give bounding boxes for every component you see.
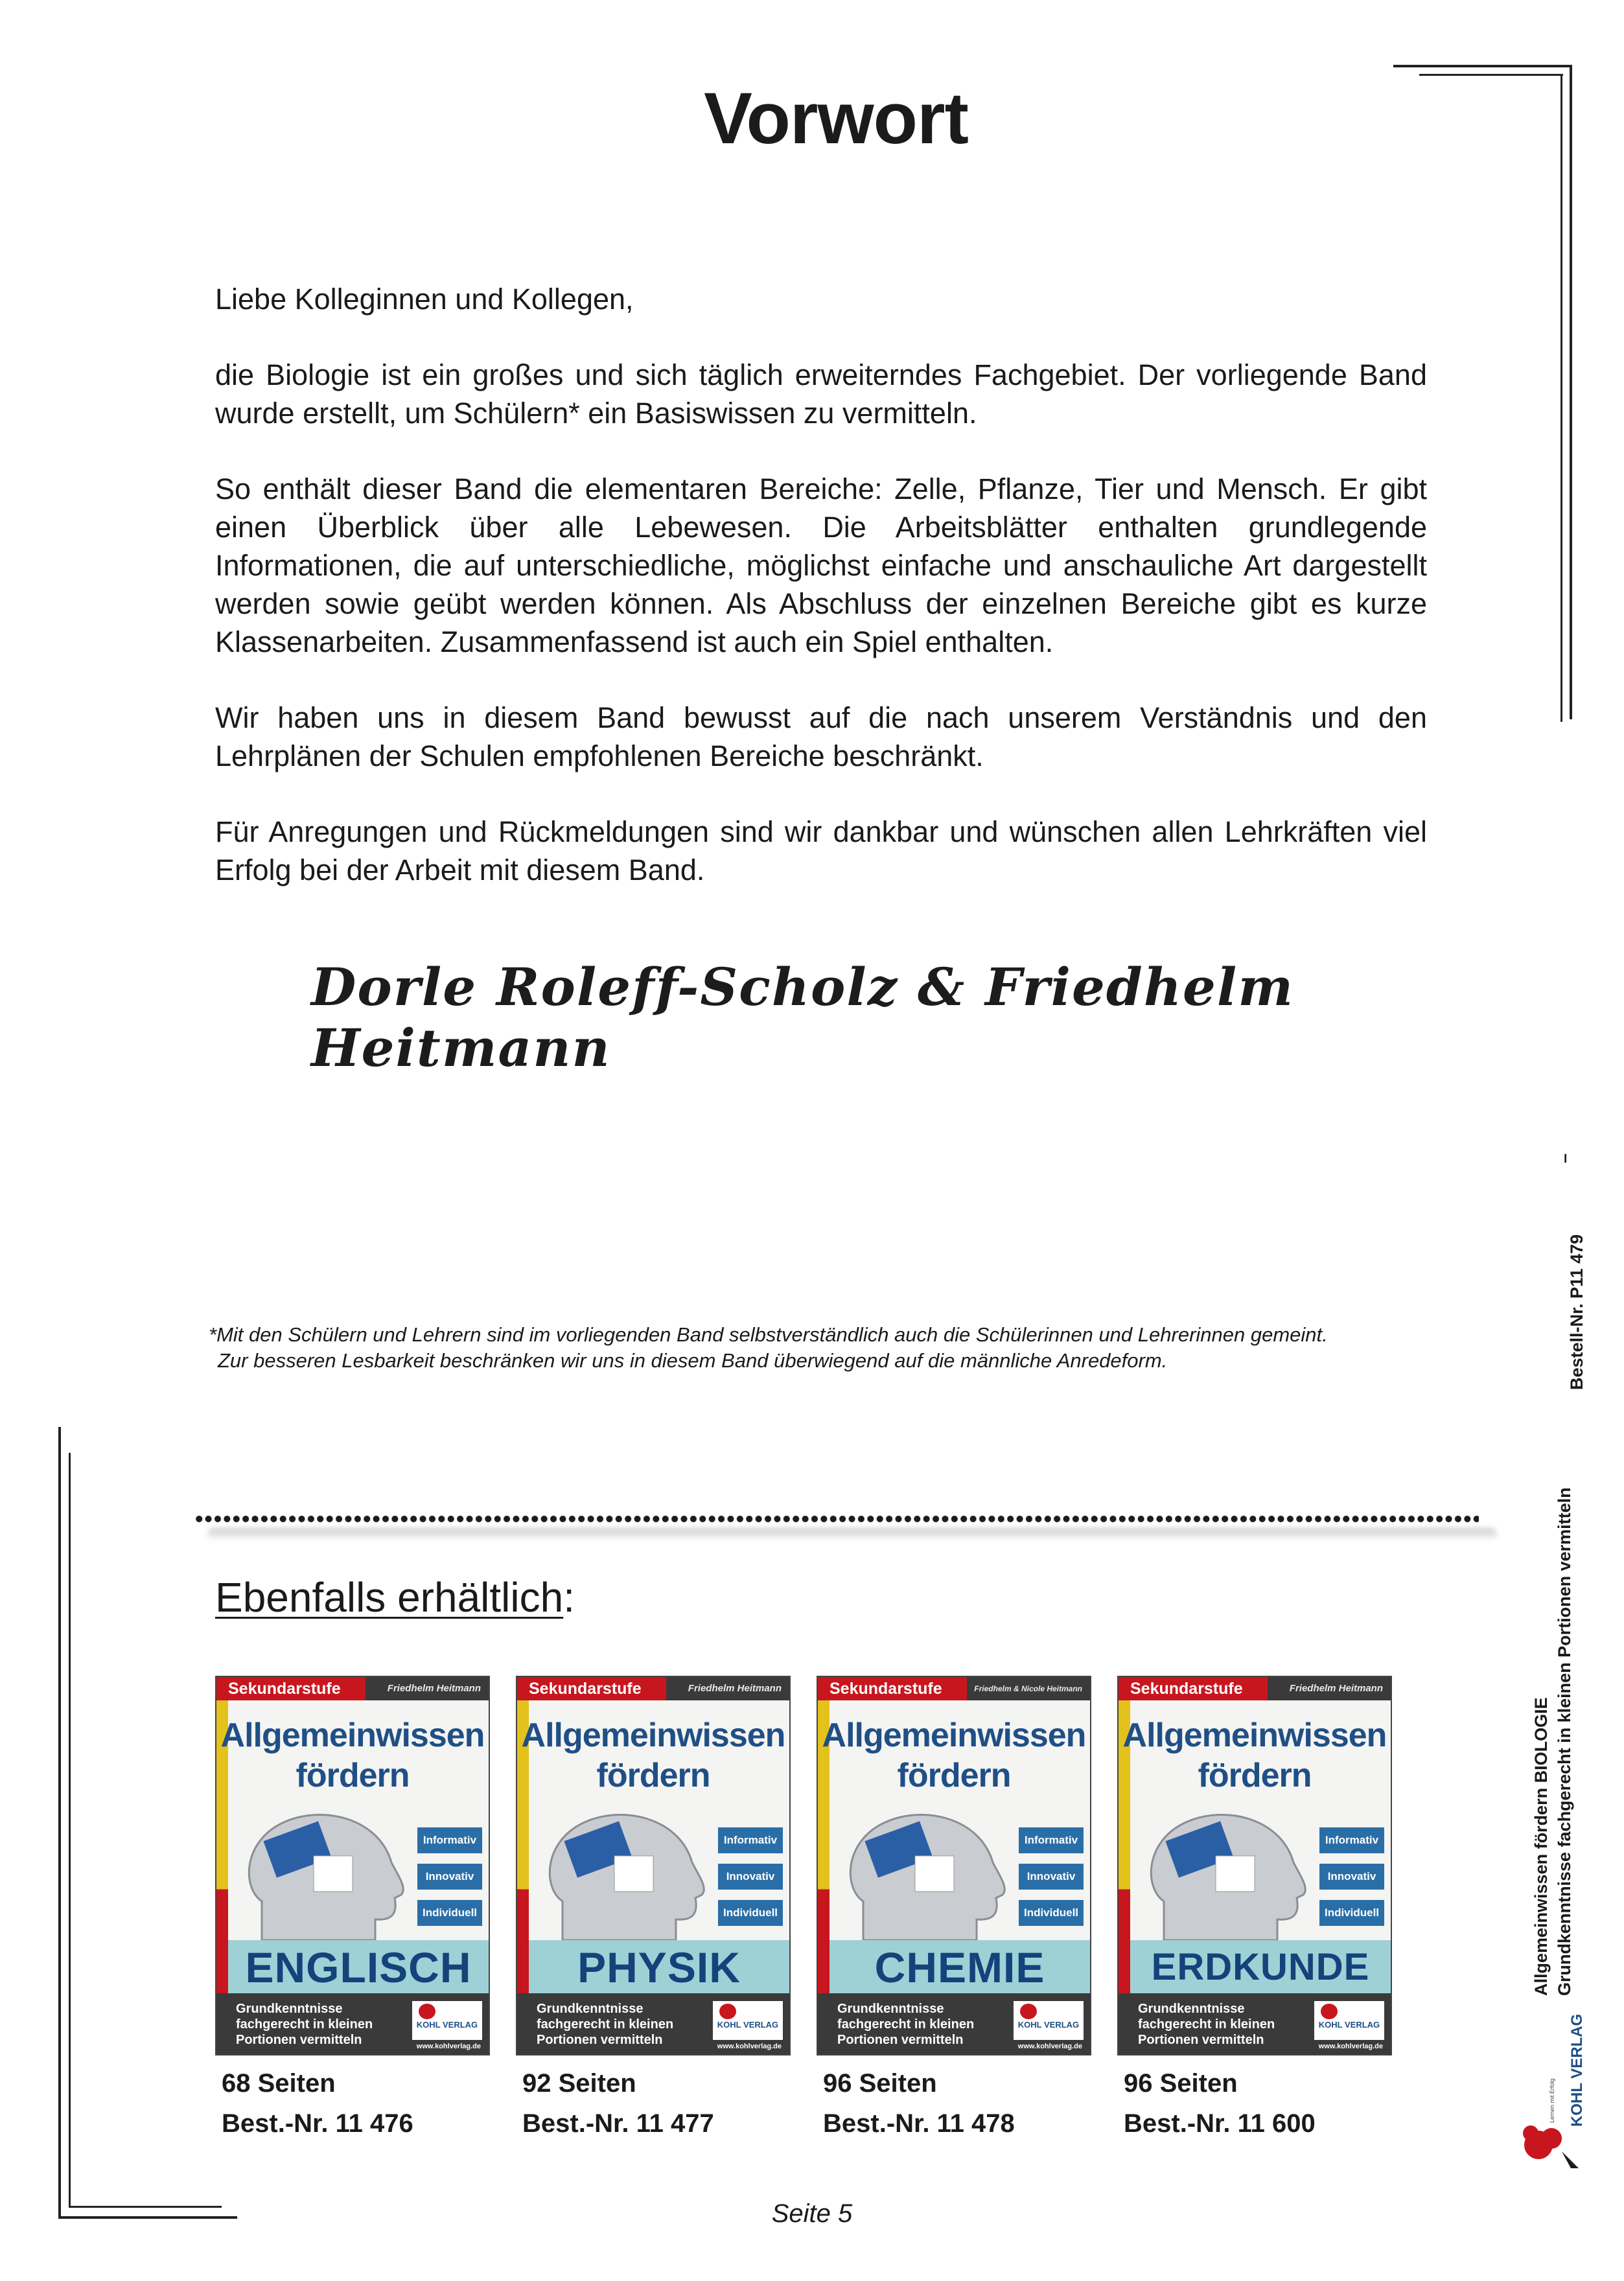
tag-innovativ: Innovativ: [417, 1864, 482, 1890]
paragraph: So enthält dieser Band die elementaren Bereiche: Zelle, Pflanze, Tier und Mensch. Er gibt einen Überblick über alle Lebewesen. Die Arbeitsblätter enthalten grundlegende Informationen, die auf unterschiedliche, möglichst einfache und anschauliche Art dargestellt werden sowie geübt werden können. Als Abschluss der einzelnen Bereiche gibt es kurze Klassenarbeiten. Zusammenfassend ist auch ein Spiel enthalten.: [215, 472, 1427, 658]
book-cover-physik[interactable]: [516, 1676, 791, 2055]
footnote-line-2: Zur besseren Lesbarkeit beschränken wir uns in diesem Band überwiegend auf die männliche Anredeform.: [218, 1349, 1168, 1372]
side-line-1: Allgemeinwissen fördern BIOLOGIE: [1531, 1697, 1551, 1996]
cover-author: Friedhelm & Nicole Heitmann: [974, 1684, 1082, 1693]
book-order-number: Best.-Nr. 11 478: [823, 2109, 1015, 2138]
side-publisher: KOHL VERLAG: [1568, 2013, 1586, 2127]
publisher-url: www.kohlverlag.de: [717, 2043, 782, 2050]
head-puzzle-illustration: [236, 1804, 417, 1940]
also-available-label: Ebenfalls erhältlich: [215, 1574, 564, 1621]
tagline-line: Grundkenntnisse: [537, 2002, 644, 2016]
tagline-line: Portionen vermitteln: [236, 2033, 362, 2047]
side-separator: –: [1555, 1153, 1574, 1164]
book-pages: 92 Seiten: [522, 2069, 636, 2098]
also-available-heading: [215, 1573, 575, 1621]
tag-individuell: Individuell: [718, 1900, 783, 1926]
tag-innovativ: Innovativ: [718, 1864, 783, 1890]
book-order-number: Best.-Nr. 11 600: [1124, 2109, 1316, 2138]
dotted-divider: [194, 1515, 1479, 1523]
book-info: [823, 2063, 1108, 2144]
publisher-name: KOHL VERLAG: [1318, 2020, 1380, 2030]
greeting: Liebe Kolleginnen und Kollegen,: [215, 283, 634, 316]
publisher-url: www.kohlverlag.de: [416, 2043, 481, 2050]
tagline-line: fachgerecht in kleinen: [1138, 2017, 1275, 2032]
publisher-url: www.kohlverlag.de: [1318, 2043, 1383, 2050]
tagline-line: Portionen vermitteln: [1138, 2033, 1264, 2047]
cover-author: Friedhelm Heitmann: [688, 1683, 782, 1694]
publisher-name: KOHL VERLAG: [717, 2020, 779, 2030]
book-order-number: Best.-Nr. 11 477: [522, 2109, 714, 2138]
book-order-number: Best.-Nr. 11 476: [222, 2109, 413, 2138]
footnote-line-1: *Mit den Schülern und Lehrern sind im vorliegenden Band selbstverständlich auch die Schülerinnen und Lehrerinnen gemeint.: [209, 1323, 1328, 1346]
publisher-name: KOHL VERLAG: [1017, 2020, 1080, 2030]
cover-tagline: [837, 2001, 974, 2048]
heading-colon: :: [563, 1574, 575, 1621]
head-puzzle-illustration: [537, 1804, 718, 1940]
tagline-line: Grundkenntnisse: [837, 2002, 944, 2016]
cover-level: Sekundarstufe: [517, 1677, 666, 1700]
book-pages: 96 Seiten: [1124, 2069, 1238, 2098]
tagline-line: fachgerecht in kleinen: [236, 2017, 373, 2032]
cover-title: Allgemeinwissen: [822, 1717, 1086, 1754]
book-info: [1124, 2063, 1409, 2144]
cover-subtitle: fördern: [897, 1757, 1011, 1794]
divider-shadow: [207, 1528, 1497, 1541]
tagline-line: Grundkenntnisse: [236, 2002, 343, 2016]
page-title: Vorwort: [704, 78, 968, 159]
foreword-text: [215, 280, 1427, 927]
cover-subtitle: fördern: [1198, 1757, 1312, 1794]
publisher-logo: [1314, 2001, 1384, 2040]
cover-tagline: [537, 2001, 673, 2048]
head-puzzle-illustration: [837, 1804, 1019, 1940]
tagline-line: fachgerecht in kleinen: [537, 2017, 674, 2032]
book-cover-chemie[interactable]: [817, 1676, 1091, 2055]
cover-subtitle: fördern: [296, 1757, 410, 1794]
footnote: [209, 1322, 1440, 1374]
tag-informativ: Informativ: [1319, 1827, 1384, 1853]
cover-title: Allgemeinwissen: [521, 1717, 785, 1754]
publisher-logo: [713, 2001, 783, 2040]
head-puzzle-illustration: [1138, 1804, 1319, 1940]
tag-individuell: Individuell: [1319, 1900, 1384, 1926]
tag-informativ: Informativ: [718, 1827, 783, 1853]
page-number: Seite 5: [771, 2199, 853, 2228]
cover-subject: PHYSIK: [529, 1940, 789, 1993]
signature: Dorle Roleff-Scholz & Friedhelm Heitmann: [311, 956, 1294, 1078]
cover-level: Sekundarstufe: [818, 1677, 967, 1700]
side-line-2: Grundkenntnisse fachgerecht in kleinen Portionen vermitteln: [1555, 1487, 1574, 1996]
kohl-verlag-logo: [1516, 2013, 1588, 2171]
cover-author: Friedhelm Heitmann: [387, 1683, 481, 1694]
tagline-line: Portionen vermitteln: [537, 2033, 663, 2047]
paragraph: Wir haben uns in diesem Band bewusst auf die nach unserem Verständnis und den Lehrplänen der Schulen empfohlenen Bereiche beschränkt.: [215, 701, 1427, 772]
cover-subject: ERDKUNDE: [1130, 1940, 1391, 1993]
cover-subject: ENGLISCH: [228, 1940, 489, 1993]
book-cover-erdkunde[interactable]: [1117, 1676, 1392, 2055]
book-pages: 68 Seiten: [222, 2069, 336, 2098]
tag-innovativ: Innovativ: [1319, 1864, 1384, 1890]
cover-level: Sekundarstufe: [1119, 1677, 1268, 1700]
cover-title: Allgemeinwissen: [220, 1717, 485, 1754]
cover-tagline: [1138, 2001, 1275, 2048]
cover-tagline: [236, 2001, 373, 2048]
book-info: [522, 2063, 807, 2144]
tag-informativ: Informativ: [1019, 1827, 1084, 1853]
cover-title: Allgemeinwissen: [1122, 1717, 1387, 1754]
tagline-line: fachgerecht in kleinen: [837, 2017, 975, 2032]
publisher-name: KOHL VERLAG: [416, 2020, 478, 2030]
publisher-logo: [1014, 2001, 1084, 2040]
tag-informativ: Informativ: [417, 1827, 482, 1853]
paragraph: die Biologie ist ein großes und sich täglich erweiterndes Fachgebiet. Der vorliegende Band wurde erstellt, um Schülern* ein Basiswissen zu vermitteln.: [215, 358, 1427, 430]
book-pages: 96 Seiten: [823, 2069, 937, 2098]
paragraph: Für Anregungen und Rückmeldungen sind wir dankbar und wünschen allen Lehrkräften viel Erfolg bei der Arbeit mit diesem Band.: [215, 815, 1427, 886]
cover-level: Sekundarstufe: [216, 1677, 365, 1700]
tagline-line: Portionen vermitteln: [837, 2033, 964, 2047]
tag-individuell: Individuell: [417, 1900, 482, 1926]
publisher-logo: [412, 2001, 482, 2040]
cover-subtitle: fördern: [596, 1757, 710, 1794]
publisher-url: www.kohlverlag.de: [1017, 2043, 1082, 2050]
book-info: [222, 2063, 507, 2144]
cover-author: Friedhelm Heitmann: [1289, 1683, 1383, 1694]
book-cover-englisch[interactable]: [215, 1676, 490, 2055]
side-slogan: Lernen mit Erfolg: [1549, 2078, 1555, 2123]
cover-subject: CHEMIE: [829, 1940, 1090, 1993]
side-order-number: Bestell-Nr. P11 479: [1567, 1234, 1586, 1390]
tag-innovativ: Innovativ: [1019, 1864, 1084, 1890]
tagline-line: Grundkenntnisse: [1138, 2002, 1245, 2016]
tag-individuell: Individuell: [1019, 1900, 1084, 1926]
